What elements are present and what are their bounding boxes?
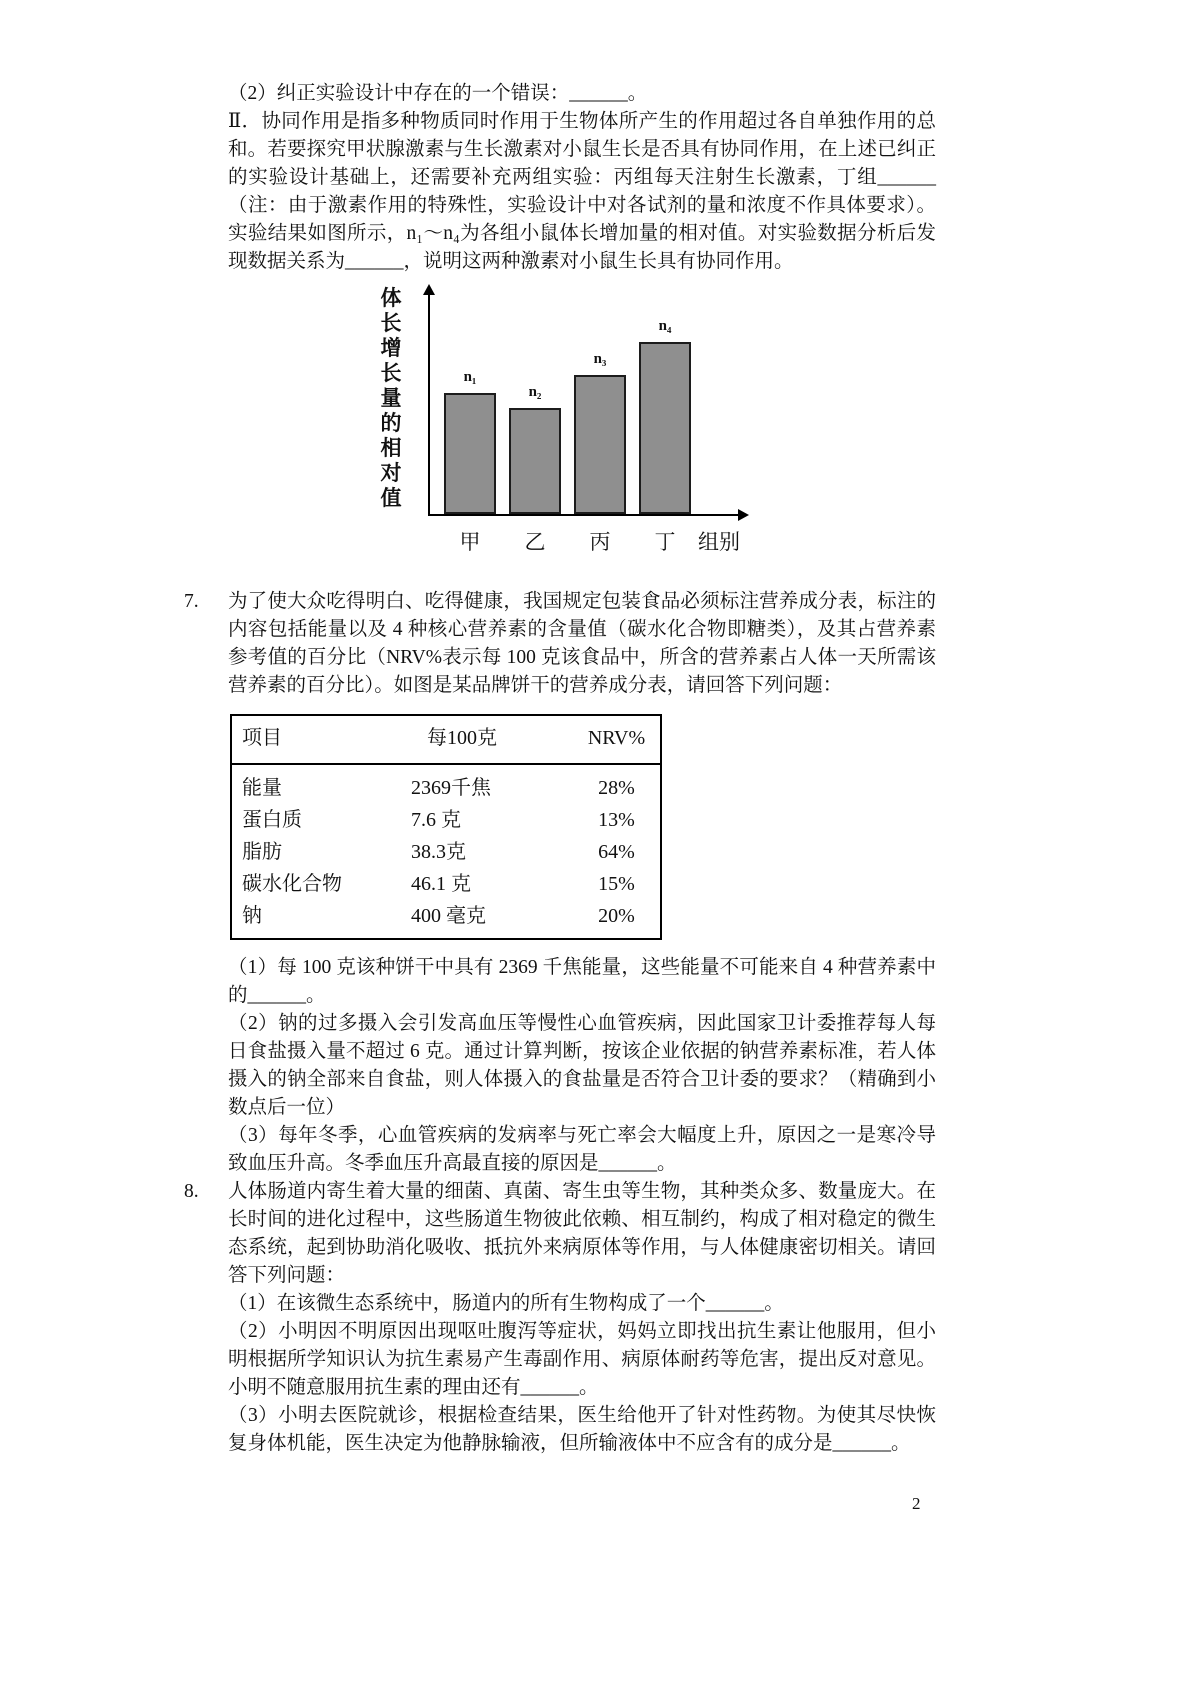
chart-y-axis-label-char: 的 bbox=[380, 411, 402, 435]
chart-bars bbox=[444, 312, 691, 514]
nutrition-table-row bbox=[231, 868, 661, 900]
nutrition-table-row bbox=[231, 764, 661, 804]
chart-y-axis-label-char: 长 bbox=[380, 311, 402, 335]
nutrition-table-row bbox=[231, 836, 661, 868]
nutrition-table-row bbox=[231, 804, 661, 836]
nutrition-facts-table bbox=[230, 714, 662, 940]
chart-y-axis-label-char: 增 bbox=[380, 336, 402, 360]
question-8-stem: 人体肠道内寄生着大量的细菌、真菌、寄生虫等生物，其种类众多、数量庞大。在长时间的进化过程中，这些肠道生物彼此依赖、相互制约，构成了相对稳定的微生态系统，起到协助消化吸收、抵抗外来病原体等作用，与人体健康密切相关。请回答下列问题： bbox=[228, 1181, 936, 1286]
question-8-sub2: （2）小明因不明原因出现呕吐腹泻等症状，妈妈立即找出抗生素让他服用，但小明根据所学知识认为抗生素易产生毒副作用、病原体耐药等危害，提出反对意见。小明不随意服用抗生素的理由还有______。 bbox=[228, 1321, 936, 1398]
chart-y-axis-label-char: 值 bbox=[380, 486, 402, 510]
y-axis-line bbox=[428, 293, 430, 516]
chart-y-axis-label-char: 体 bbox=[380, 286, 402, 310]
chart-y-axis-label-char: 量 bbox=[380, 386, 402, 410]
chart-y-axis-label-char: 对 bbox=[380, 461, 402, 485]
question-8 bbox=[184, 1178, 936, 1458]
nutrition-table-row bbox=[231, 900, 661, 939]
question-8-sub3: （3）小明去医院就诊，根据检查结果，医生给他开了针对性药物。为使其尽快恢复身体机能，医生决定为他静脉输液，但所输液体中不应含有的成分是______。 bbox=[228, 1405, 936, 1454]
chart-y-axis-label-char: 相 bbox=[380, 436, 402, 460]
bar bbox=[574, 375, 626, 514]
nutrition-table-cell: 46.1 克 bbox=[411, 873, 471, 895]
bar bbox=[639, 342, 691, 514]
nutrition-table-cell: 7.6 克 bbox=[411, 809, 461, 831]
nutrition-table-body bbox=[231, 764, 661, 939]
nutrition-table-head bbox=[231, 715, 661, 764]
bar bbox=[509, 408, 561, 514]
body-length-bar-chart bbox=[378, 284, 780, 564]
nutrition-table-header-cell: 每100克 bbox=[403, 715, 573, 764]
nutrition-table-cell: 蛋白质 bbox=[242, 809, 302, 831]
nutrition-table-cell: 13% bbox=[598, 809, 635, 831]
nutrition-table-header-row bbox=[231, 715, 661, 764]
nutrition-table-cell: 28% bbox=[598, 777, 635, 799]
question-8-number: 8. bbox=[184, 1181, 199, 1202]
part2-synergy-paragraph: Ⅱ．协同作用是指多种物质同时作用于生物体所产生的作用超过各自单独作用的总和。若要探究甲状腺激素与生长激素对小鼠生长是否具有协同作用，在上述已纠正的实验设计基础上，还需要补充两组实验：丙组每天注射生长激素，丁组______（注：由于激素作用的特殊性，实验设计中对各试剂的量和浓度不作具体要求）。实验结果如图所示，n₁～n₄为各组小鼠体长增加量的相对值。对实验数据分析后发现数据关系为______，说明这两种激素对小鼠生长具有协同作用。 bbox=[228, 111, 936, 272]
nutrition-table-cell: 能量 bbox=[242, 777, 282, 799]
question-7-stem: 为了使大众吃得明白、吃得健康，我国规定包装食品必须标注营养成分表，标注的内容包括能量以及 4 种核心营养素的含量值（碳水化合物即糖类），及其占营养素参考值的百分比（NRV%表示每 100 克该食品中，所含的营养素占人体一天所需该营养素的百分比）。如图是某品牌饼干的营养成分表，请回答下列问题： bbox=[228, 591, 936, 696]
chart-y-axis-label-char: 长 bbox=[380, 361, 402, 385]
x-axis-line bbox=[428, 514, 740, 516]
chart-category-label: 甲 bbox=[459, 530, 481, 554]
question-7-sub3: （3）每年冬季，心血管疾病的发病率与死亡率会大幅度上升，原因之一是寒冷导致血压升高。冬季血压升高最直接的原因是______。 bbox=[228, 1125, 936, 1174]
nutrition-table-cell: 400 毫克 bbox=[411, 905, 486, 927]
nutrition-table-cell: 碳水化合物 bbox=[242, 873, 342, 895]
nutrition-table-cell: 15% bbox=[598, 873, 635, 895]
nutrition-table-cell: 脂肪 bbox=[242, 841, 282, 863]
chart-y-axis-label bbox=[378, 286, 404, 511]
bar-value-label: n₂ bbox=[528, 384, 542, 400]
nutrition-table-cell: 38.3克 bbox=[411, 841, 466, 863]
nutrition-table-cell: 钠 bbox=[242, 905, 262, 927]
bar-group-丙 bbox=[574, 345, 626, 514]
question-7 bbox=[184, 588, 936, 1178]
nutrition-table-cell: 64% bbox=[598, 841, 635, 863]
chart-category-label: 丁 bbox=[654, 530, 676, 554]
bar-value-label: n₃ bbox=[593, 351, 607, 367]
question-7-sub1: （1）每 100 克该种饼干中具有 2369 千焦能量，这些能量不可能来自 4 种营养素中的______。 bbox=[228, 957, 936, 1006]
chart-category-label: 丙 bbox=[589, 530, 611, 554]
bar-group-甲 bbox=[444, 363, 496, 514]
content-column bbox=[184, 80, 936, 1458]
question-7-number: 7. bbox=[184, 591, 199, 612]
chart-category-labels bbox=[444, 528, 691, 556]
bar-group-乙 bbox=[509, 378, 561, 514]
nutrition-table-header-cell: 项目 bbox=[231, 715, 403, 764]
nutrition-table-cell: 2369千焦 bbox=[411, 777, 491, 799]
nutrition-table-header-cell: NRV% bbox=[573, 715, 661, 764]
bar-value-label: n₄ bbox=[658, 318, 672, 334]
chart-category-label: 乙 bbox=[524, 530, 546, 554]
question-6-sub2-line: （2）纠正实验设计中存在的一个错误：______。 bbox=[228, 83, 648, 104]
bar-group-丁 bbox=[639, 312, 691, 514]
question-8-sub1: （1）在该微生态系统中，肠道内的所有生物构成了一个______。 bbox=[228, 1293, 784, 1314]
chart-x-axis-label: 组别 bbox=[698, 530, 740, 554]
bar-value-label: n₁ bbox=[463, 369, 477, 385]
page-number: 2 bbox=[912, 1494, 921, 1513]
nutrition-table-cell: 20% bbox=[598, 905, 635, 927]
question-7-sub2: （2）钠的过多摄入会引发高血压等慢性心血管疾病，因此国家卫计委推荐每人每日食盐摄入量不超过 6 克。通过计算判断，按该企业依据的钠营养素标准，若人体摄入的钠全部来自食盐，则人体摄入的食盐量是否符合卫计委的要求？（精确到小数点后一位） bbox=[228, 1013, 936, 1118]
x-axis-arrow-icon bbox=[738, 509, 749, 521]
bar bbox=[444, 393, 496, 514]
